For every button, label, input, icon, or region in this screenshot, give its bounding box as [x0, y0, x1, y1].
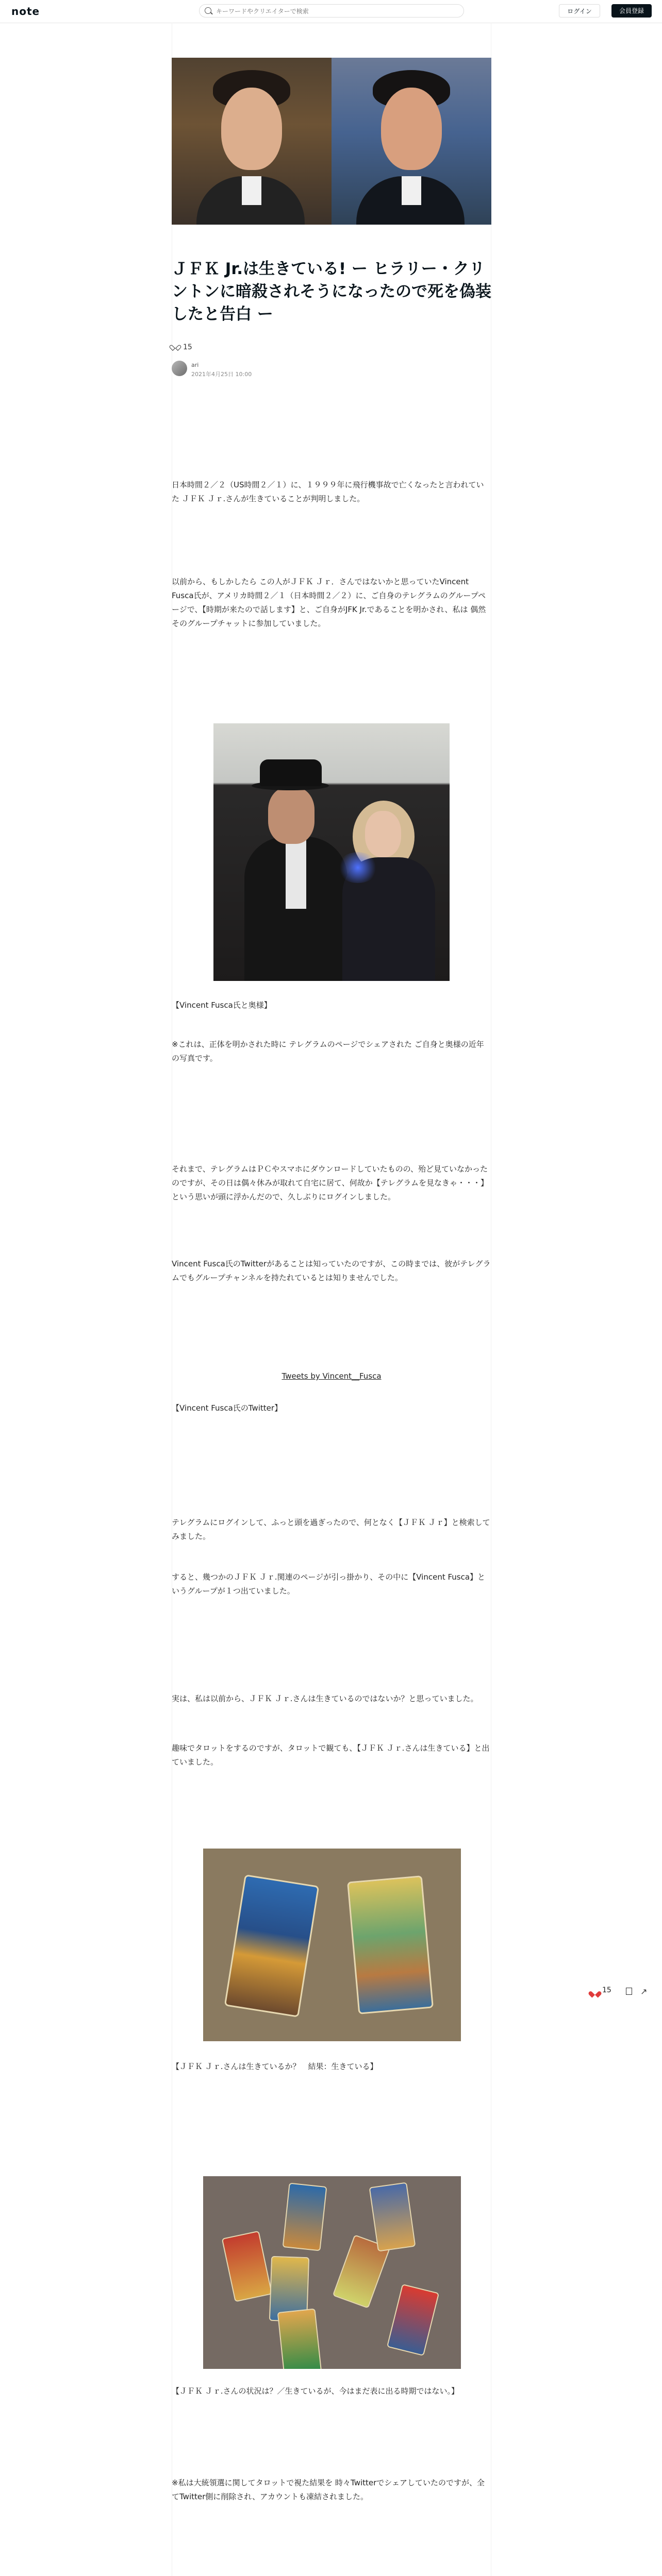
- share-icon[interactable]: ↗: [640, 1987, 648, 1996]
- paragraph: 【Vincent Fusca氏と奥様】: [172, 1001, 272, 1010]
- search-box[interactable]: [199, 4, 464, 18]
- top-header: [0, 0, 662, 23]
- search-icon: [205, 7, 211, 14]
- post-date: 2021年4月25日 10:00: [191, 371, 252, 378]
- search-input[interactable]: [215, 6, 454, 16]
- paragraph: テレグラムにログインして、ふっと頭を過ぎったので、何となく【ＪＦＫ Ｊｒ】と検索してみました。: [172, 1518, 490, 1541]
- side-like-count: 15: [602, 1986, 611, 1994]
- tarot-photo-2: [203, 2176, 461, 2369]
- paragraph: 【Vincent Fusca氏のTwitter】: [172, 1403, 283, 1413]
- side-actions: [591, 1986, 653, 1998]
- author-name[interactable]: ari: [191, 362, 199, 368]
- paragraph: それまで、テレグラムはＰＣやスマホにダウンロードしていたものの、殆ど見ていなかったのですが、その日は偶々休みが取れて自宅に居て、何故か【テレグラムを見なきゃ・・・】という思いが頭に浮かんだので、久しぶりにログインしました。: [172, 1164, 488, 1201]
- article-title: ＪＦＫ Jr.は生きている! ー ヒラリー・クリントンに暗殺されそうになったので死を偽装したと告白 ー: [172, 260, 491, 324]
- paragraph: ※私は大統領選に関してタロットで視た結果を 時々Twitterでシェアしていたのですが、全てTwitter側に削除され、アカウントも凍結されました。: [172, 2478, 485, 2501]
- avatar[interactable]: [172, 361, 187, 376]
- hero-image: [172, 58, 491, 225]
- paragraph: すると、幾つかのＪＦＫ Ｊｒ.関連のページが引っ掛かり、その中に【Vincent Fusca】というグループが１つ出ていました。: [172, 1572, 486, 1596]
- paragraph: 以前から、もしかしたら この人がＪＦＫ Ｊｒ．さんではないかと思っていたVincent Fusca氏が、アメリカ時間２／１（日本時間２／２）に、ご自身のテレグラムのグループページで、【時期が来たので話します】と、ご自身がJFK Jr.であることを明かされ、私は 偶然そのグループチャットに参加していました。: [172, 577, 486, 628]
- note-logo[interactable]: note: [11, 5, 40, 18]
- like-count[interactable]: [172, 342, 192, 352]
- login-button[interactable]: ログイン: [559, 4, 600, 18]
- paragraph: 日本時間２／２（US時間２／１）に、１９９９年に飛行機事故で亡くなったと言われていた ＪＦＫ Ｊｒ.さんが生きていることが判明しました。: [172, 480, 484, 503]
- paragraph: Vincent Fusca氏のTwitterがあることは知っていたのですが、この時までは、彼がテレグラムでもグループチャンネルを持たれているとは知りませんでした。: [172, 1259, 491, 1282]
- tweets-link[interactable]: Tweets by Vincent__Fusca: [282, 1371, 382, 1381]
- tarot-photo-1: [203, 1849, 461, 2041]
- couple-photo: [213, 723, 450, 981]
- paragraph: ※これは、正体を明かされた時に テレグラムのページでシェアされた ご自身と奥様の近年の写真です。: [172, 1040, 484, 1063]
- heart-icon[interactable]: [591, 1988, 599, 1996]
- signup-button[interactable]: 会員登録: [611, 4, 652, 18]
- like-number: 15: [183, 343, 192, 351]
- paragraph: 【ＪＦＫ Ｊｒ.さんの状況は？／生きているが、今はまだ表に出る時期ではない。】: [172, 2386, 459, 2396]
- paragraph: 【ＪＦＫ Ｊｒ.さんは生きているか？ 結果：生きている】: [172, 2062, 378, 2071]
- bookmark-icon[interactable]: [626, 1988, 632, 1995]
- paragraph: 実は、私は以前から、ＪＦＫ Ｊｒ.さんは生きているのではないか？と思っていました。: [172, 1694, 478, 1703]
- heart-icon[interactable]: [172, 342, 179, 349]
- paragraph: 趣味でタロットをするのですが、タロットで観ても、【ＪＦＫ Ｊｒ.さんは生きている】と出ていました。: [172, 1743, 490, 1767]
